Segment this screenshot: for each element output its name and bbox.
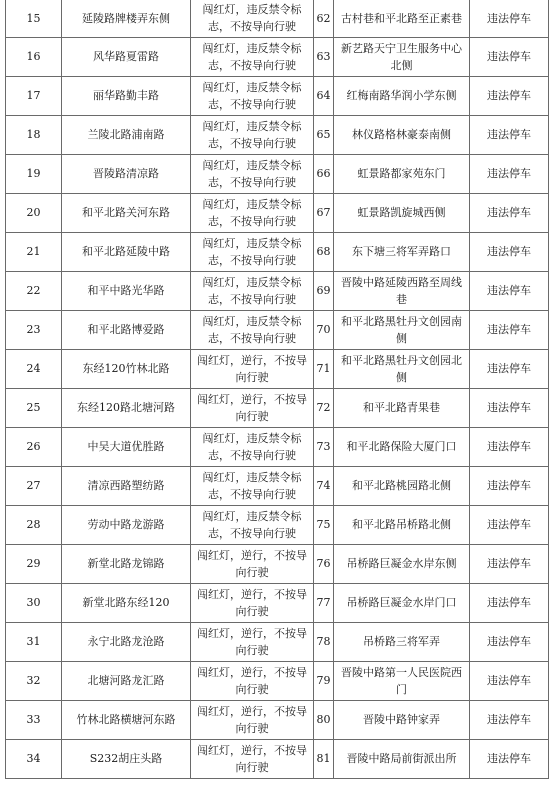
violation-type-cell: 闯红灯，违反禁令标志，不按导向行驶 — [191, 37, 314, 76]
parking-violation-cell: 违法停车 — [470, 544, 549, 583]
parking-location-cell: 吊桥路巨凝金水岸门口 — [334, 583, 470, 622]
row-number: 22 — [6, 271, 62, 310]
violation-points-table — [5, 0, 549, 779]
parking-location-cell: 新艺路天宁卫生服务中心北侧 — [334, 37, 470, 76]
parking-violation-cell: 违法停车 — [470, 76, 549, 115]
table-body — [6, 0, 549, 778]
parking-location-cell: 和平北路桃园路北侧 — [334, 466, 470, 505]
parking-location-cell: 和平北路黑牡丹文创园南侧 — [334, 310, 470, 349]
location-number: 70 — [314, 310, 334, 349]
row-number: 31 — [6, 622, 62, 661]
table-row — [6, 505, 549, 544]
row-number: 25 — [6, 388, 62, 427]
violation-type-cell: 闯红灯，违反禁令标志，不按导向行驶 — [191, 0, 314, 37]
parking-location-cell: 和平北路吊桥路北侧 — [334, 505, 470, 544]
location-number: 74 — [314, 466, 334, 505]
location-number: 79 — [314, 661, 334, 700]
parking-location-cell: 古村巷和平北路至正素巷 — [334, 0, 470, 37]
row-number: 23 — [6, 310, 62, 349]
table-row — [6, 739, 549, 778]
intersection-cell: 永宁北路龙沧路 — [62, 622, 191, 661]
intersection-cell: 竹林北路横塘河东路 — [62, 700, 191, 739]
parking-location-cell: 和平北路黑牡丹文创园北侧 — [334, 349, 470, 388]
violation-type-cell: 闯红灯，逆行，不按导向行驶 — [191, 388, 314, 427]
intersection-cell: 和平北路关河东路 — [62, 193, 191, 232]
intersection-cell: 新堂北路东经120 — [62, 583, 191, 622]
violation-type-cell: 闯红灯，逆行，不按导向行驶 — [191, 349, 314, 388]
row-number: 19 — [6, 154, 62, 193]
row-number: 24 — [6, 349, 62, 388]
violation-type-cell: 闯红灯，违反禁令标志，不按导向行驶 — [191, 76, 314, 115]
parking-violation-cell: 违法停车 — [470, 232, 549, 271]
row-number: 20 — [6, 193, 62, 232]
violation-type-cell: 闯红灯，违反禁令标志，不按导向行驶 — [191, 505, 314, 544]
parking-violation-cell: 违法停车 — [470, 388, 549, 427]
row-number: 16 — [6, 37, 62, 76]
intersection-cell: 劳动中路龙游路 — [62, 505, 191, 544]
table-row — [6, 349, 549, 388]
violation-type-cell: 闯红灯，违反禁令标志，不按导向行驶 — [191, 271, 314, 310]
violation-type-cell: 闯红灯，逆行，不按导向行驶 — [191, 583, 314, 622]
violation-type-cell: 闯红灯，逆行，不按导向行驶 — [191, 661, 314, 700]
parking-violation-cell: 违法停车 — [470, 349, 549, 388]
parking-location-cell: 吊桥路三将军弄 — [334, 622, 470, 661]
location-number: 81 — [314, 739, 334, 778]
parking-violation-cell: 违法停车 — [470, 583, 549, 622]
intersection-cell: 和平中路光华路 — [62, 271, 191, 310]
intersection-cell: 东经120竹林北路 — [62, 349, 191, 388]
location-number: 69 — [314, 271, 334, 310]
parking-violation-cell: 违法停车 — [470, 0, 549, 37]
table-row — [6, 544, 549, 583]
intersection-cell: 和平北路延陵中路 — [62, 232, 191, 271]
parking-violation-cell: 违法停车 — [470, 37, 549, 76]
table-row — [6, 193, 549, 232]
row-number: 18 — [6, 115, 62, 154]
location-number: 64 — [314, 76, 334, 115]
location-number: 80 — [314, 700, 334, 739]
table-row — [6, 427, 549, 466]
location-number: 68 — [314, 232, 334, 271]
parking-violation-cell: 违法停车 — [470, 661, 549, 700]
row-number: 17 — [6, 76, 62, 115]
table-row — [6, 661, 549, 700]
table-row — [6, 388, 549, 427]
violation-type-cell: 闯红灯，违反禁令标志，不按导向行驶 — [191, 115, 314, 154]
table-row — [6, 583, 549, 622]
parking-location-cell: 虹景路凯旋城西侧 — [334, 193, 470, 232]
intersection-cell: 风华路夏雷路 — [62, 37, 191, 76]
location-number: 73 — [314, 427, 334, 466]
intersection-cell: 东经120路北塘河路 — [62, 388, 191, 427]
parking-location-cell: 晋陵中路第一人民医院西门 — [334, 661, 470, 700]
location-number: 75 — [314, 505, 334, 544]
intersection-cell: 中吴大道优胜路 — [62, 427, 191, 466]
location-number: 77 — [314, 583, 334, 622]
parking-violation-cell: 违法停车 — [470, 154, 549, 193]
parking-violation-cell: 违法停车 — [470, 193, 549, 232]
intersection-cell: 丽华路勤丰路 — [62, 76, 191, 115]
intersection-cell: S232胡庄头路 — [62, 739, 191, 778]
violation-type-cell: 闯红灯，违反禁令标志，不按导向行驶 — [191, 310, 314, 349]
violation-type-cell: 闯红灯，逆行，不按导向行驶 — [191, 622, 314, 661]
location-number: 63 — [314, 37, 334, 76]
table-row — [6, 271, 549, 310]
location-number: 65 — [314, 115, 334, 154]
violation-type-cell: 闯红灯，违反禁令标志，不按导向行驶 — [191, 427, 314, 466]
violation-type-cell: 闯红灯，违反禁令标志，不按导向行驶 — [191, 154, 314, 193]
intersection-cell: 晋陵路清凉路 — [62, 154, 191, 193]
parking-violation-cell: 违法停车 — [470, 739, 549, 778]
parking-violation-cell: 违法停车 — [470, 700, 549, 739]
intersection-cell: 清凉西路塑纺路 — [62, 466, 191, 505]
violation-type-cell: 闯红灯，违反禁令标志，不按导向行驶 — [191, 232, 314, 271]
violation-type-cell: 闯红灯，逆行，不按导向行驶 — [191, 544, 314, 583]
parking-violation-cell: 违法停车 — [470, 115, 549, 154]
intersection-cell: 北塘河路龙汇路 — [62, 661, 191, 700]
table-row — [6, 154, 549, 193]
location-number: 66 — [314, 154, 334, 193]
location-number: 78 — [314, 622, 334, 661]
row-number: 27 — [6, 466, 62, 505]
parking-violation-cell: 违法停车 — [470, 427, 549, 466]
table-row — [6, 76, 549, 115]
table-row — [6, 0, 549, 37]
parking-violation-cell: 违法停车 — [470, 622, 549, 661]
parking-violation-cell: 违法停车 — [470, 271, 549, 310]
table-row — [6, 622, 549, 661]
parking-location-cell: 东下塘三将军弄路口 — [334, 232, 470, 271]
row-number: 29 — [6, 544, 62, 583]
parking-violation-cell: 违法停车 — [470, 310, 549, 349]
parking-location-cell: 林仪路格林豪泰南侧 — [334, 115, 470, 154]
row-number: 32 — [6, 661, 62, 700]
parking-location-cell: 吊桥路巨凝金水岸东侧 — [334, 544, 470, 583]
violation-type-cell: 闯红灯，违反禁令标志，不按导向行驶 — [191, 466, 314, 505]
location-number: 71 — [314, 349, 334, 388]
location-number: 67 — [314, 193, 334, 232]
parking-violation-cell: 违法停车 — [470, 505, 549, 544]
location-number: 62 — [314, 0, 334, 37]
parking-location-cell: 和平北路保险大厦门口 — [334, 427, 470, 466]
row-number: 21 — [6, 232, 62, 271]
table-row — [6, 466, 549, 505]
intersection-cell: 新堂北路龙锦路 — [62, 544, 191, 583]
parking-location-cell: 晋陵中路延陵西路至周线巷 — [334, 271, 470, 310]
violation-type-cell: 闯红灯，逆行，不按导向行驶 — [191, 739, 314, 778]
intersection-cell: 兰陵北路浦南路 — [62, 115, 191, 154]
intersection-cell: 和平北路博爱路 — [62, 310, 191, 349]
parking-violation-cell: 违法停车 — [470, 466, 549, 505]
table-row — [6, 37, 549, 76]
row-number: 33 — [6, 700, 62, 739]
table-row — [6, 700, 549, 739]
parking-location-cell: 和平北路青果巷 — [334, 388, 470, 427]
table-row — [6, 232, 549, 271]
violation-type-cell: 闯红灯，违反禁令标志，不按导向行驶 — [191, 193, 314, 232]
row-number: 34 — [6, 739, 62, 778]
parking-location-cell: 晋陵中路局前街派出所 — [334, 739, 470, 778]
row-number: 28 — [6, 505, 62, 544]
parking-location-cell: 虹景路都家苑东门 — [334, 154, 470, 193]
table-row — [6, 115, 549, 154]
intersection-cell: 延陵路牌楼弄东侧 — [62, 0, 191, 37]
location-number: 72 — [314, 388, 334, 427]
table-row — [6, 310, 549, 349]
row-number: 26 — [6, 427, 62, 466]
location-number: 76 — [314, 544, 334, 583]
parking-location-cell: 红梅南路华润小学东侧 — [334, 76, 470, 115]
violation-type-cell: 闯红灯，逆行，不按导向行驶 — [191, 700, 314, 739]
row-number: 15 — [6, 0, 62, 37]
parking-location-cell: 晋陵中路钟家弄 — [334, 700, 470, 739]
row-number: 30 — [6, 583, 62, 622]
